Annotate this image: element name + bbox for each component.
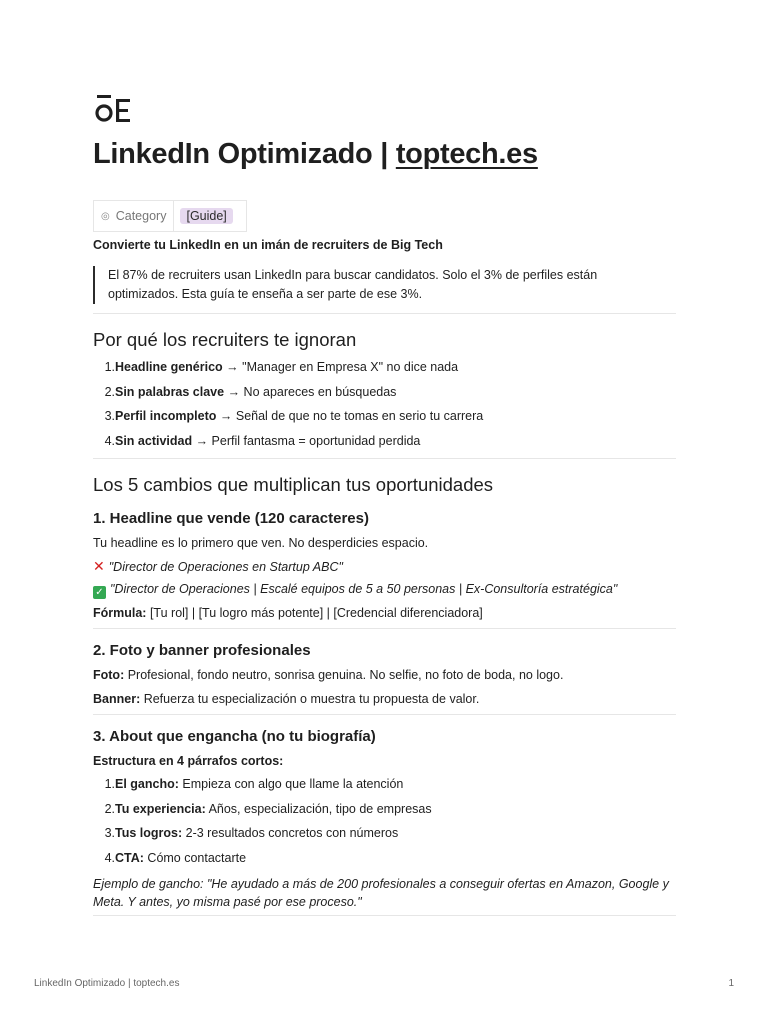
formula-label: Fórmula: xyxy=(93,606,147,620)
list-item-bold: Tu experiencia: xyxy=(115,801,206,816)
bad-example-text: "Director de Operaciones en Startup ABC" xyxy=(108,560,343,574)
page-number: 1 xyxy=(728,978,734,989)
structure-line xyxy=(93,754,283,768)
list-item-text: → Perfil fantasma = oportunidad perdida xyxy=(192,433,421,448)
quote-block: El 87% de recruiters usan LinkedIn para buscar candidatos. Solo el 3% de perfiles están optimizados. Esta guía te enseña a ser parte de ese 3%. xyxy=(93,266,668,304)
title-text: LinkedIn Optimizado | xyxy=(93,138,396,170)
list-item-bold: Tus logros: xyxy=(115,826,183,840)
divider xyxy=(93,313,676,314)
target-icon: ◎ xyxy=(101,210,110,222)
list-item-bold: El gancho: xyxy=(115,777,179,791)
list-item-bold: Headline genérico xyxy=(115,360,223,374)
subheading-foto: 2. Foto y banner profesionales xyxy=(93,642,311,659)
divider xyxy=(93,628,676,629)
list-item-text: → Señal de que no te tomas en serio tu carrera xyxy=(216,409,484,423)
divider xyxy=(93,458,676,459)
foto-line xyxy=(93,668,563,682)
section-heading-ignoran: Por qué los recruiters te ignoran xyxy=(93,329,357,350)
list-number: 4. xyxy=(104,850,115,865)
cross-icon: ✕ xyxy=(93,558,105,574)
reasons-list xyxy=(93,360,483,458)
list-number: 2. xyxy=(104,384,115,399)
list-item-text: → "Manager en Empresa X" no dice nada xyxy=(222,360,459,374)
list-number: 4. xyxy=(104,433,115,448)
brand-logo xyxy=(95,94,133,124)
about-structure-list xyxy=(93,777,432,875)
foto-text: Profesional, fondo neutro, sonrisa genuina. No selfie, no foto de boda, no logo. xyxy=(124,668,564,682)
list-item xyxy=(93,409,483,434)
structure-text: Estructura en 4 párrafos cortos: xyxy=(93,754,284,768)
subheading-headline: 1. Headline que vende (120 caracteres) xyxy=(93,510,369,527)
list-item-bold: Perfil incompleto xyxy=(115,409,217,423)
title-site-link[interactable]: toptech.es xyxy=(395,138,538,170)
list-item xyxy=(93,385,483,410)
properties-table xyxy=(93,200,247,232)
list-item xyxy=(93,802,432,827)
list-item-text: → No apareces en búsquedas xyxy=(224,384,397,399)
section-heading-cambios: Los 5 cambios que multiplican tus oportunidades xyxy=(93,474,494,495)
list-number: 3. xyxy=(104,409,115,423)
list-number: 2. xyxy=(104,801,115,816)
category-property-value xyxy=(174,201,245,231)
footer-title: LinkedIn Optimizado | toptech.es xyxy=(34,978,180,989)
list-item xyxy=(93,826,432,851)
list-item-bold: CTA: xyxy=(115,850,144,865)
category-tag[interactable]: [Guide] xyxy=(180,208,232,224)
list-number: 3. xyxy=(104,826,115,840)
list-number: 1. xyxy=(104,360,115,374)
formula-line xyxy=(93,606,483,620)
banner-label: Banner: xyxy=(93,692,141,706)
bad-example xyxy=(93,558,343,575)
category-label: Category xyxy=(115,209,167,223)
page-title xyxy=(93,138,538,171)
good-example xyxy=(93,582,617,599)
list-item xyxy=(93,434,483,459)
subheading-about: 3. About que engancha (no tu biografía) xyxy=(93,728,376,745)
list-item-text: Cómo contactarte xyxy=(143,850,247,865)
divider xyxy=(93,714,676,715)
list-item-text: Empieza con algo que llame la atención xyxy=(178,777,404,791)
list-number: 1. xyxy=(104,777,115,791)
banner-text: Refuerza tu especialización o muestra tu propuesta de valor. xyxy=(140,692,480,706)
foto-label: Foto: xyxy=(93,668,125,682)
list-item-text: 2-3 resultados concretos con números xyxy=(182,826,399,840)
category-property-key xyxy=(94,201,174,231)
list-item xyxy=(93,777,432,802)
divider xyxy=(93,915,676,916)
list-item xyxy=(93,360,483,385)
intro-bold: Convierte tu LinkedIn en un imán de recruiters de Big Tech xyxy=(93,238,443,252)
list-item-bold: Sin palabras clave xyxy=(115,384,225,399)
headline-intro-text: Tu headline es lo primero que ven. No desperdicies espacio. xyxy=(93,536,429,550)
check-icon: ✓ xyxy=(93,586,106,599)
list-item-text: Años, especialización, tipo de empresas xyxy=(205,801,432,816)
good-example-text: "Director de Operaciones | Escalé equipos de 5 a 50 personas | Ex-Consultoría estratégica" xyxy=(110,582,618,596)
banner-line xyxy=(93,692,479,706)
formula-text: [Tu rol] | [Tu logro más potente] | [Credencial diferenciadora] xyxy=(146,606,483,620)
list-item-bold: Sin actividad xyxy=(115,433,193,448)
hook-example: Ejemplo de gancho: "He ayudado a más de 200 profesionales a conseguir ofertas en Amazon, Google y Meta. Y antes, yo misma pasé por ese proceso." xyxy=(93,877,669,909)
list-item xyxy=(93,851,432,876)
